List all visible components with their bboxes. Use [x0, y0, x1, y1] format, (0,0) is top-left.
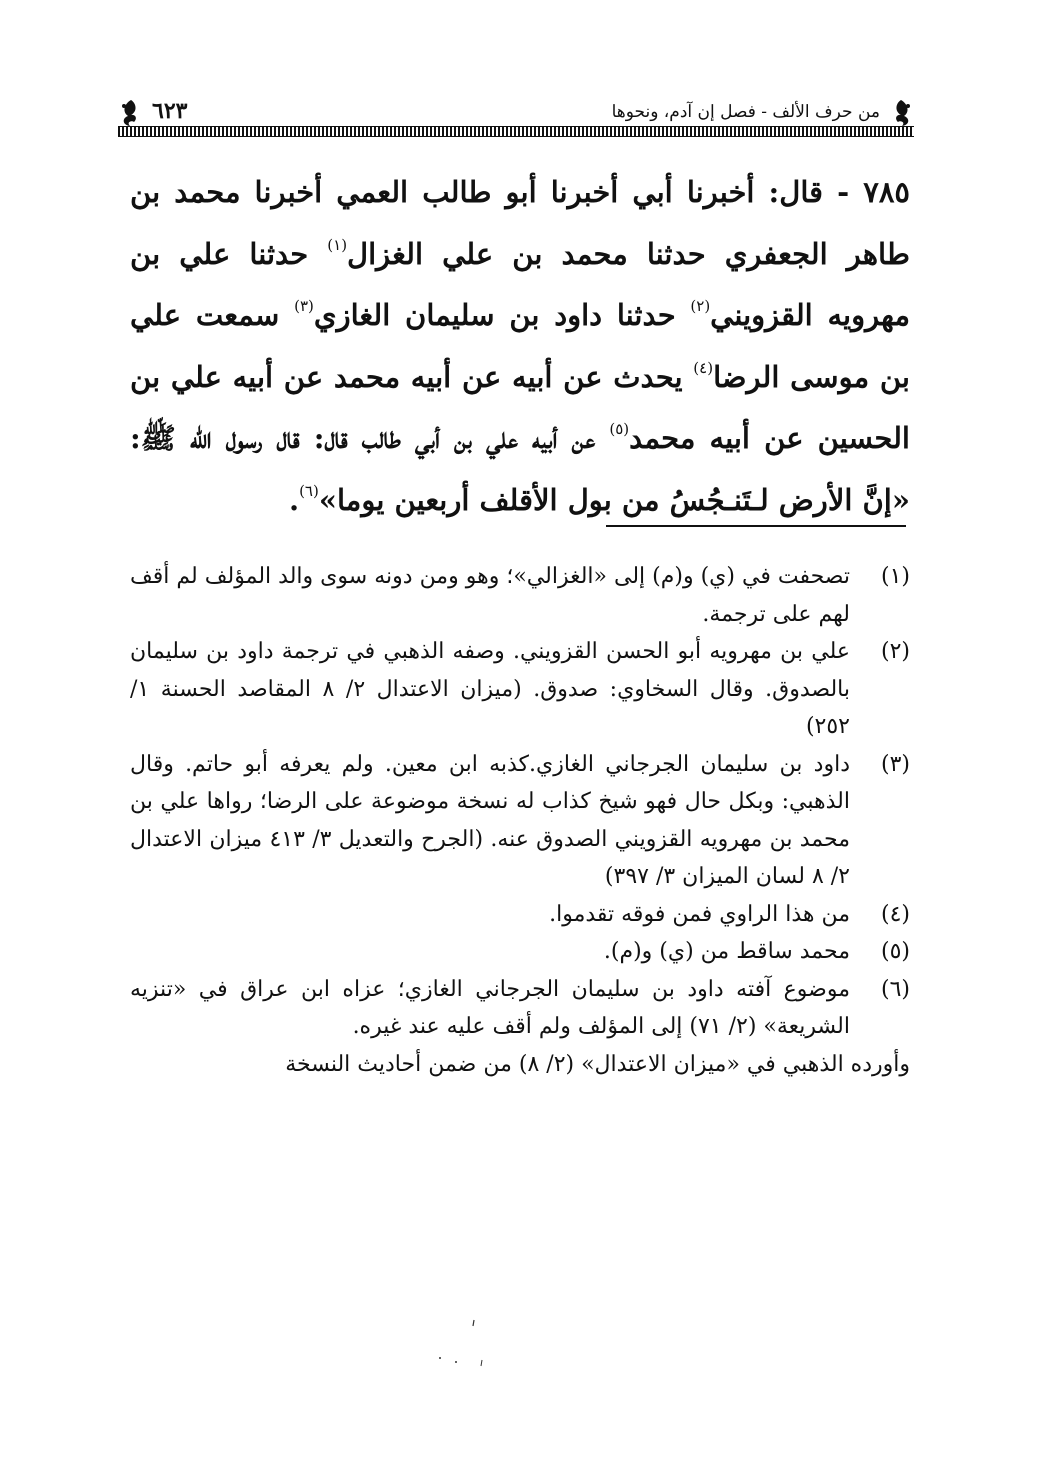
footnote-ref: (٥) — [609, 420, 630, 438]
hadith-number: ٧٨٥ - — [837, 175, 910, 209]
footnote-number: (٣) — [880, 751, 910, 777]
hadith-isnad-part: قال: أخبرنا أبي أخبرنا أبو طالب العمي أخبرنا محمد بن طاهر الجعفري حدثنا محمد بن علي الغزال — [130, 175, 910, 271]
hadith-isnad-part: حدثنا علي بن مهرويه القزويني — [130, 236, 910, 332]
page-number: ٦٢٣ — [152, 98, 188, 124]
footnote-ref: (٦) — [299, 481, 319, 500]
footnote — [130, 933, 910, 971]
hadith-isnad-part: سمعت علي بن موسى الرضا — [130, 298, 910, 394]
footnote-number: (٢) — [880, 639, 910, 664]
running-header — [118, 96, 914, 136]
hadith-matn: «إنَّ الأرض لـتَنـجُسُ من بول الأقلف أربعين يوما» — [318, 482, 910, 517]
end-period: . — [288, 482, 300, 517]
footnote-text: موضوع آفته داود بن سليمان الجرجاني الغازي؛ عزاه ابن عراق في «تنزيه الشريعة» (٢/ ٧١) إلى المؤلف ولم أقف عليه عند غيره. — [130, 976, 850, 1039]
footnote — [130, 896, 910, 934]
floral-ornament-icon — [118, 98, 144, 128]
footnote-ref: (١) — [327, 235, 348, 254]
footnote-ref: (٤) — [693, 358, 714, 377]
footnote — [130, 971, 910, 1046]
footnote-text: تصحفت في (ي) و(م) إلى «الغزالي»؛ وهو ومن دونه سوى والد المؤلف لم أقف لهم على ترجمة. — [130, 564, 850, 627]
footnote-ref: (٢) — [690, 297, 711, 315]
hadith-isnad-part: حدثنا داود بن سليمان الغازي — [313, 298, 676, 332]
footnote-separator — [606, 525, 906, 527]
header-title: من حرف الألف - فصل إن آدم، ونحوها — [611, 102, 880, 122]
hadith-isnad-part: يحدث عن أبيه عن أبيه محمد عن أبيه علي بن الحسين عن أبيه محمد — [130, 359, 910, 455]
footnote-number: (٦) — [880, 976, 910, 1002]
footnote — [130, 558, 910, 633]
floral-ornament-icon — [888, 98, 914, 128]
footnote-continuation: وأورده الذهبي في «ميزان الاعتدال» (٢/ ٨) من ضمن أحاديث النسخة — [285, 1051, 910, 1077]
scan-marks — [430, 1312, 510, 1372]
hadith-text — [130, 162, 910, 531]
footnote-number: (٤) — [880, 901, 910, 927]
footnote-text: علي بن مهرويه أبو الحسن القزويني. وصفه الذهبي في ترجمة داود بن سليمان بالصدوق. وقال السخاوي: صدوق. (ميزان الاعتدال ٢/ ٨ المقاصد الحسنة ١/ ٢٥٢) — [130, 639, 851, 739]
footnote-ref: (٣) — [294, 297, 314, 315]
footnote — [130, 633, 910, 746]
hadith-isnad-part: عن أبيه علي بن أبي طالب قال: قال رسول الله ﷺ: — [130, 421, 596, 455]
footnote — [130, 746, 910, 896]
footnote-text: من هذا الراوي فمن فوقه تقدموا. — [549, 901, 850, 927]
footnote-number: (١) — [880, 564, 910, 589]
footnote-text: داود بن سليمان الجرجاني الغازي.كذبه ابن معين. ولم يعرفه أبو حاتم. وقال الذهبي: وبكل حال فهو شيخ كذاب له نسخة موضوعة على الرضا؛ رواها علي بن محمد بن مهرويه القزويني الصدوق عنه. (الجرح والتعديل ٣/ ٤١٣ ميزان الاعتدال ٢/ ٨ لسان الميزان ٣/ ٣٩٧) — [130, 751, 851, 889]
header-rule — [118, 126, 914, 137]
footnote-text: محمد ساقط من (ي) و(م). — [603, 939, 850, 964]
footnotes — [130, 558, 910, 1083]
footnote-number: (٥) — [880, 939, 910, 964]
